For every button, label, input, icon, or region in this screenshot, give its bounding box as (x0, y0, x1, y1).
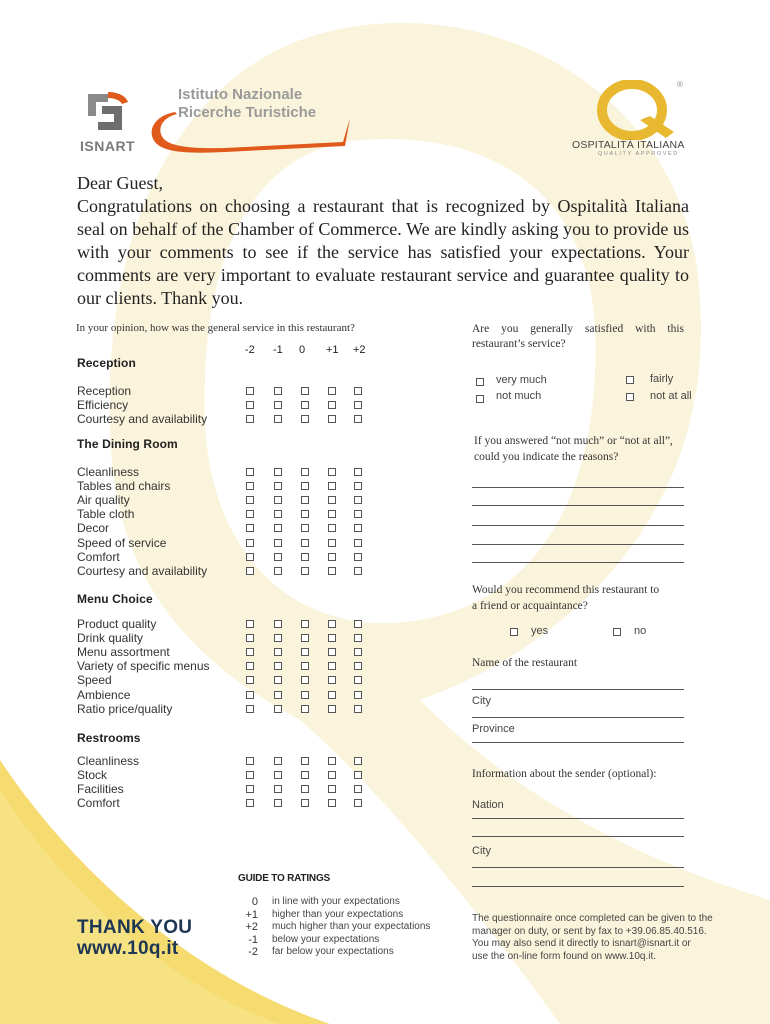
rating-checkbox[interactable] (301, 662, 309, 670)
rating-item-label: Courtesy and availability (77, 563, 208, 578)
restaurant-name-field[interactable] (472, 689, 684, 690)
rating-item-label: Decor (77, 521, 110, 536)
rating-checkbox[interactable] (301, 387, 309, 395)
rating-checkbox[interactable] (328, 510, 336, 518)
rating-item-label: Cleanliness (77, 465, 140, 479)
recommend-question-line1: Would you recommend this restaurant to (472, 584, 660, 596)
no-checkbox[interactable] (613, 628, 621, 636)
rating-checkbox[interactable] (301, 468, 309, 476)
rating-checkbox[interactable] (274, 553, 282, 561)
reasons-line[interactable] (472, 487, 684, 488)
rating-checkbox[interactable] (301, 510, 309, 518)
rating-checkbox[interactable] (246, 691, 254, 699)
reasons-line[interactable] (472, 544, 684, 545)
rating-checkbox[interactable] (354, 468, 362, 476)
reasons-question-line2: could you indicate the reasons? (474, 451, 619, 463)
not-much-label: not much (496, 390, 542, 402)
rating-checkbox[interactable] (274, 482, 282, 490)
isnart-mark-icon (78, 86, 130, 138)
footer-note (472, 913, 713, 963)
rating-item-label: Facilities (77, 782, 124, 797)
scale-label: -1 (273, 344, 283, 356)
rating-item-label: Comfort (77, 796, 120, 811)
rating-checkbox[interactable] (274, 634, 282, 642)
rating-checkbox[interactable] (328, 567, 336, 575)
rating-checkbox[interactable] (274, 567, 282, 575)
footer-line: You may also send it directly to isnart@isnart.it or (472, 938, 691, 949)
rating-item-label: Stock (77, 768, 108, 783)
section-title: Restrooms (77, 731, 141, 745)
rating-item-label: Drink quality (77, 631, 144, 646)
guide-text: higher than your expectations (272, 908, 404, 920)
province-field[interactable] (472, 742, 684, 743)
rating-item-label: Product quality (77, 617, 157, 631)
rating-checkbox[interactable] (328, 553, 336, 561)
rating-checkbox[interactable] (274, 799, 282, 807)
rating-checkbox[interactable] (301, 401, 309, 409)
isnart-name-line2: Ricerche Turistiche (178, 104, 317, 121)
rating-checkbox[interactable] (246, 662, 254, 670)
rating-checkbox[interactable] (328, 705, 336, 713)
scale-label: +2 (353, 344, 366, 356)
scale-label: -2 (245, 344, 255, 356)
section-title: Menu Choice (77, 592, 153, 606)
rating-checkbox[interactable] (328, 415, 336, 423)
rating-checkbox[interactable] (354, 524, 362, 532)
reasons-question (474, 433, 673, 465)
intro-body: Congratulations on choosing a restaurant that is recognized by Ospitalità Italiana seal on behalf of the Chamber of Commerce. We are kindly asking you to provide us with your comments to see if the service has satisfied your expectations. Your comments are very important to evaluate restaurant service and guarantee quality to our clients. Thank you. (77, 196, 689, 308)
rating-checkbox[interactable] (274, 468, 282, 476)
rating-item-label: Speed of service (77, 535, 167, 550)
rating-checkbox[interactable] (354, 510, 362, 518)
rating-checkbox[interactable] (301, 415, 309, 423)
q-seal-icon (570, 80, 690, 140)
intro-text (77, 172, 689, 310)
guide-code: 0 (251, 896, 258, 908)
fairly-label: fairly (650, 373, 674, 385)
rating-checkbox[interactable] (246, 496, 254, 504)
rating-checkbox[interactable] (354, 691, 362, 699)
rating-checkbox[interactable] (246, 676, 254, 684)
yes-checkbox[interactable] (510, 628, 518, 636)
sender-city-field-extra[interactable] (472, 886, 684, 887)
rating-checkbox[interactable] (354, 705, 362, 713)
rating-checkbox[interactable] (354, 567, 362, 575)
thank-you-text: THANK YOU (77, 917, 193, 938)
registered-mark: ® (677, 80, 683, 89)
rating-checkbox[interactable] (328, 496, 336, 504)
rating-checkbox[interactable] (274, 539, 282, 547)
rating-checkbox[interactable] (301, 567, 309, 575)
rating-checkbox[interactable] (274, 510, 282, 518)
ratings-question: In your opinion, how was the general service in this restaurant? (76, 322, 355, 334)
rating-checkbox[interactable] (328, 387, 336, 395)
rating-item-label: Efficiency (77, 398, 129, 413)
city-field[interactable] (472, 717, 684, 718)
sender-city-label: City (472, 845, 491, 857)
rating-checkbox[interactable] (274, 785, 282, 793)
rating-checkbox[interactable] (301, 524, 309, 532)
rating-item-label: Variety of specific menus (77, 659, 210, 674)
rating-checkbox[interactable] (246, 524, 254, 532)
reasons-line[interactable] (472, 525, 684, 526)
reasons-line[interactable] (472, 505, 684, 506)
rating-checkbox[interactable] (354, 676, 362, 684)
rating-checkbox[interactable] (301, 482, 309, 490)
province-label: Province (472, 723, 515, 735)
not-much-checkbox[interactable] (476, 395, 484, 403)
fairly-checkbox[interactable] (626, 376, 634, 384)
rating-checkbox[interactable] (354, 553, 362, 561)
rating-checkbox[interactable] (354, 387, 362, 395)
guide-text: far below your expectations (272, 946, 394, 958)
isnart-logo (78, 86, 138, 156)
rating-checkbox[interactable] (274, 757, 282, 765)
rating-checkbox[interactable] (274, 387, 282, 395)
rating-checkbox[interactable] (354, 620, 362, 628)
scale-label: +1 (326, 344, 339, 356)
rating-checkbox[interactable] (246, 510, 254, 518)
very-much-label: very much (496, 374, 547, 386)
rating-checkbox[interactable] (328, 785, 336, 793)
rating-checkbox[interactable] (328, 676, 336, 684)
rating-checkbox[interactable] (246, 468, 254, 476)
rating-checkbox[interactable] (354, 799, 362, 807)
website-text: www.10q.it (77, 938, 179, 959)
rating-checkbox[interactable] (274, 676, 282, 684)
sender-info-label: Information about the sender (optional): (472, 768, 657, 780)
rating-checkbox[interactable] (246, 387, 254, 395)
reasons-line[interactable] (472, 562, 684, 563)
rating-checkbox[interactable] (246, 401, 254, 409)
reasons-question-line1: If you answered “not much” or “not at all”, (474, 435, 673, 447)
rating-checkbox[interactable] (301, 705, 309, 713)
rating-checkbox[interactable] (354, 662, 362, 670)
rating-checkbox[interactable] (354, 496, 362, 504)
isnart-name-line1: Istituto Nazionale (178, 86, 303, 103)
rating-checkbox[interactable] (301, 771, 309, 779)
rating-checkbox[interactable] (301, 496, 309, 504)
no-label: no (634, 625, 647, 637)
nation-label: Nation (472, 799, 504, 811)
rating-checkbox[interactable] (246, 785, 254, 793)
rating-checkbox[interactable] (274, 648, 282, 656)
rating-item-label: Ambience (77, 687, 131, 702)
greeting: Dear Guest, (77, 173, 163, 193)
rating-checkbox[interactable] (328, 634, 336, 642)
rating-item-label: Menu assortment (77, 645, 170, 660)
guide-text: in line with your expectations (272, 896, 400, 907)
scale-label: 0 (299, 344, 306, 356)
satisfied-question (472, 322, 684, 352)
nation-field[interactable] (472, 818, 684, 819)
rating-checkbox[interactable] (301, 785, 309, 793)
rating-checkbox[interactable] (246, 757, 254, 765)
rating-checkbox[interactable] (328, 648, 336, 656)
rating-checkbox[interactable] (301, 648, 309, 656)
rating-checkbox[interactable] (301, 799, 309, 807)
section-title: Reception (77, 356, 136, 370)
rating-checkbox[interactable] (246, 415, 254, 423)
ospitalita-logo (570, 80, 690, 160)
rating-checkbox[interactable] (301, 539, 309, 547)
rating-checkbox[interactable] (301, 634, 309, 642)
not-at-all-checkbox[interactable] (626, 393, 634, 401)
isnart-wordmark: ISNART (80, 138, 136, 154)
ospitalita-brand: OSPITALITÀ ITALIANA (572, 139, 685, 151)
rating-item-label: Air quality (77, 493, 130, 508)
rating-checkbox[interactable] (354, 648, 362, 656)
rating-checkbox[interactable] (246, 634, 254, 642)
rating-checkbox[interactable] (328, 757, 336, 765)
rating-checkbox[interactable] (328, 482, 336, 490)
nation-field-extra[interactable] (472, 836, 684, 837)
rating-checkbox[interactable] (328, 539, 336, 547)
guide-text: below your expectations (272, 933, 380, 945)
very-much-checkbox[interactable] (476, 378, 484, 386)
not-at-all-label: not at all (650, 390, 692, 402)
rating-checkbox[interactable] (274, 662, 282, 670)
rating-checkbox[interactable] (246, 648, 254, 656)
rating-checkbox[interactable] (354, 785, 362, 793)
footer-line: manager on duty, or sent by fax to +39.06.85.40.516. (472, 925, 707, 937)
rating-checkbox[interactable] (274, 771, 282, 779)
rating-item-label: Tables and chairs (77, 479, 171, 494)
rating-item-label: Cleanliness (77, 754, 140, 768)
rating-checkbox[interactable] (246, 567, 254, 575)
rating-checkbox[interactable] (246, 705, 254, 713)
rating-checkbox[interactable] (328, 691, 336, 699)
rating-checkbox[interactable] (354, 415, 362, 423)
rating-checkbox[interactable] (274, 401, 282, 409)
recommend-question (472, 582, 659, 614)
rating-checkbox[interactable] (246, 620, 254, 628)
rating-checkbox[interactable] (328, 799, 336, 807)
rating-checkbox[interactable] (246, 799, 254, 807)
recommend-question-line2: a friend or acquaintance? (472, 600, 588, 612)
guide-code: +2 (245, 921, 258, 934)
guide-title: GUIDE TO RATINGS (238, 873, 330, 884)
rating-checkbox[interactable] (328, 662, 336, 670)
guide-code: -2 (248, 946, 258, 959)
guide-text: much higher than your expectations (272, 921, 431, 933)
guide-code: +1 (245, 908, 258, 921)
quality-approved: QUALITY APPROVED (598, 151, 679, 157)
rating-checkbox[interactable] (274, 620, 282, 628)
rating-checkbox[interactable] (301, 553, 309, 561)
restaurant-name-label: Name of the restaurant (472, 657, 578, 669)
rating-item-label: Ratio price/quality (77, 701, 173, 716)
rating-checkbox[interactable] (328, 524, 336, 532)
rating-checkbox[interactable] (354, 771, 362, 779)
rating-checkbox[interactable] (354, 634, 362, 642)
rating-checkbox[interactable] (246, 553, 254, 561)
rating-checkbox[interactable] (301, 676, 309, 684)
rating-checkbox[interactable] (246, 771, 254, 779)
rating-checkbox[interactable] (274, 415, 282, 423)
rating-checkbox[interactable] (274, 524, 282, 532)
yes-label: yes (531, 625, 549, 637)
city-label: City (472, 695, 491, 707)
isnart-swoosh-icon (145, 108, 355, 156)
sender-city-field[interactable] (472, 867, 684, 868)
rating-item-label: Speed (77, 673, 112, 688)
rating-checkbox[interactable] (301, 691, 309, 699)
rating-checkbox[interactable] (274, 496, 282, 504)
rating-checkbox[interactable] (354, 539, 362, 547)
guide-code: -1 (248, 933, 258, 946)
rating-checkbox[interactable] (328, 620, 336, 628)
rating-checkbox[interactable] (328, 771, 336, 779)
rating-checkbox[interactable] (354, 482, 362, 490)
footer-line: The questionnaire once completed can be given to the (472, 913, 713, 924)
section-title: The Dining Room (77, 437, 178, 451)
rating-item-label: Comfort (77, 549, 120, 564)
satisfied-question-line2: restaurant’s service? (472, 338, 566, 350)
rating-checkbox[interactable] (274, 705, 282, 713)
rating-item-label: Reception (77, 384, 132, 398)
satisfied-question-line1: Are you generally satisfied with this (472, 323, 684, 335)
rating-checkbox[interactable] (328, 401, 336, 409)
rating-checkbox[interactable] (354, 757, 362, 765)
rating-checkbox[interactable] (246, 539, 254, 547)
footer-line: use the on-line form found on www.10q.it. (472, 950, 656, 962)
rating-checkbox[interactable] (328, 468, 336, 476)
rating-item-label: Courtesy and availability (77, 412, 208, 427)
rating-checkbox[interactable] (301, 620, 309, 628)
rating-checkbox[interactable] (354, 401, 362, 409)
rating-item-label: Table cloth (77, 507, 135, 522)
rating-checkbox[interactable] (274, 691, 282, 699)
rating-checkbox[interactable] (301, 757, 309, 765)
rating-checkbox[interactable] (246, 482, 254, 490)
